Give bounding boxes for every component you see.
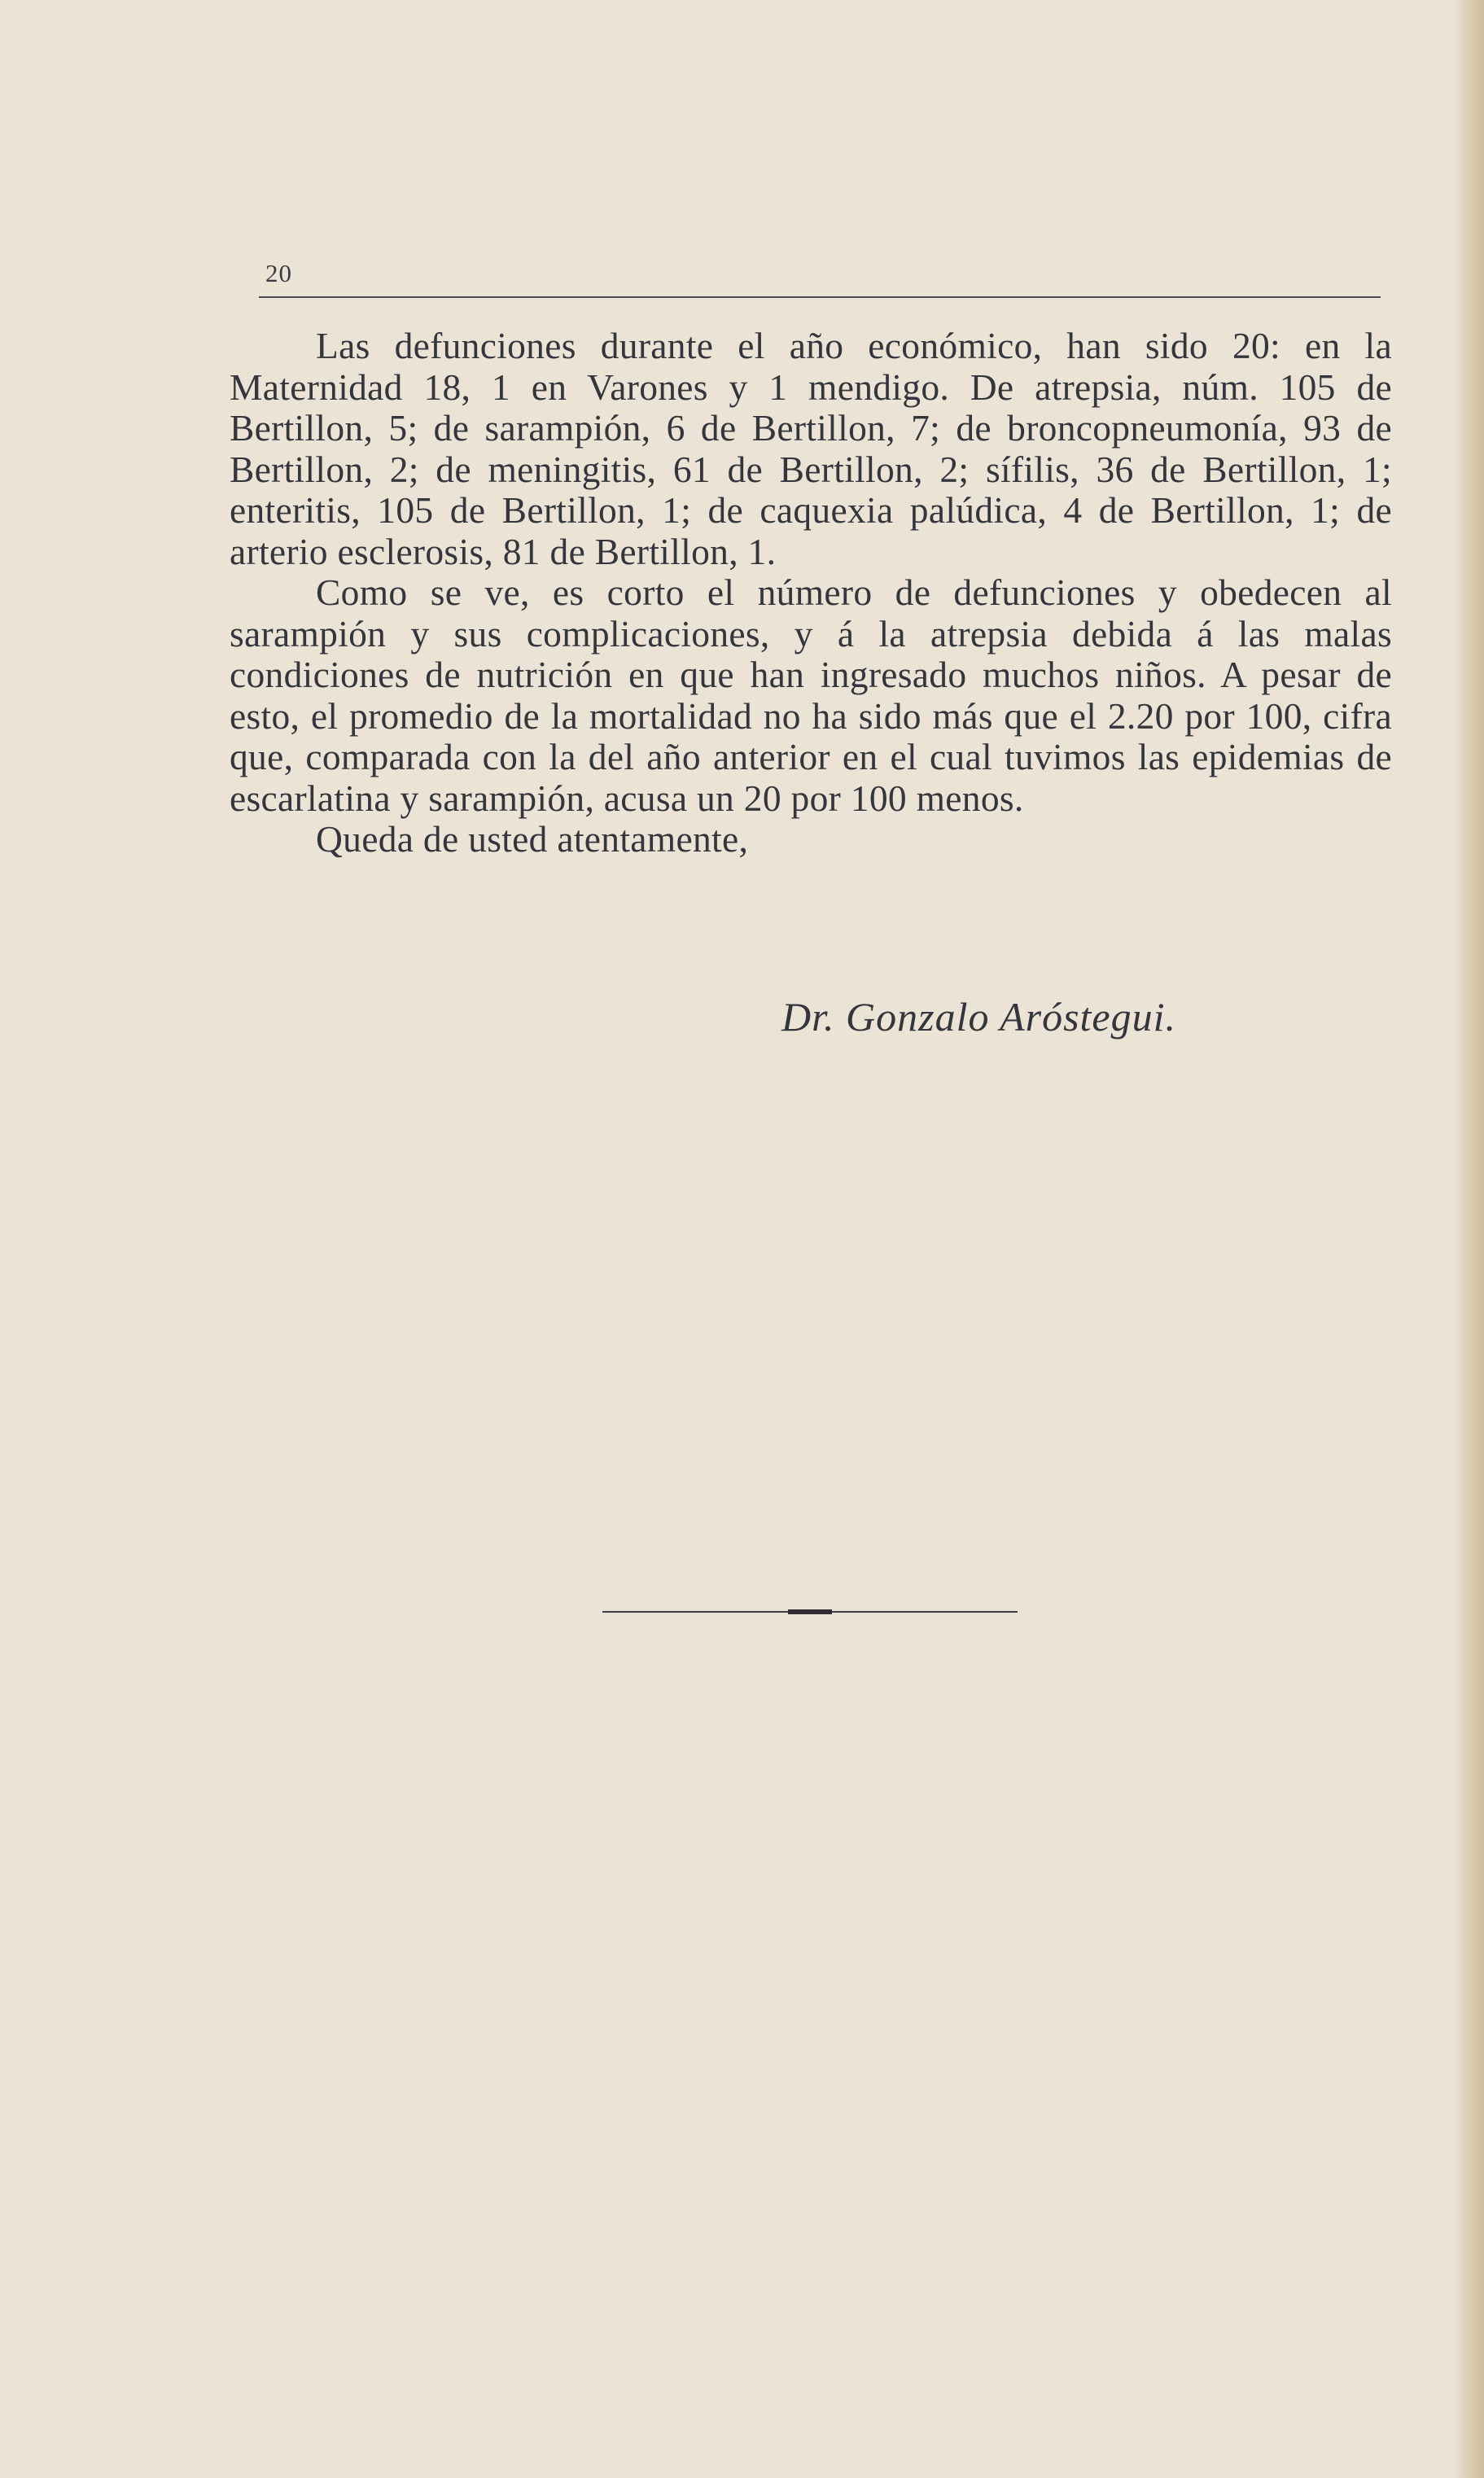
signature: Dr. Gonzalo Aróstegui. [781, 994, 1177, 1040]
paragraph-conclusion: Como se ve, es corto el número de defunciones y obedecen al sarampión y sus complicaciones, y á la atrepsia debida á las malas condiciones de nutrición en que han ingresado muchos niños. A pesar de esto, el promedio de la mortalidad no ha sido más que el 2.20 por 100, cifra que, comparada con la del año anterior en el cual tuvimos las epidemias de escarlatina y sarampión, acusa un 20 por 100 menos. [230, 571, 1392, 819]
paragraph-defunciones: Las defunciones durante el año económico, han sido 20: en la Maternidad 18, 1 en Varones y 1 mendigo. De atrepsia, núm. 105 de Bertillon, 5; de sarampión, 6 de Bertillon, 7; de broncopneumonía, 93 de Bertillon, 2; de meningitis, 61 de Bertillon, 2; sífilis, 36 de Bertillon, 1; enteritis, 105 de Bertillon, 1; de caquexia palúdica, 4 de Bertillon, 1; de arterio esclerosis, 81 de Bertillon, 1. [230, 325, 1392, 572]
closing-line: Queda de usted atentamente, [316, 818, 749, 860]
header-rule [259, 296, 1381, 298]
body-text [230, 326, 1392, 860]
end-rule-ornament [788, 1609, 832, 1614]
page-number: 20 [265, 259, 292, 287]
page-edge-shadow [1453, 0, 1484, 2478]
